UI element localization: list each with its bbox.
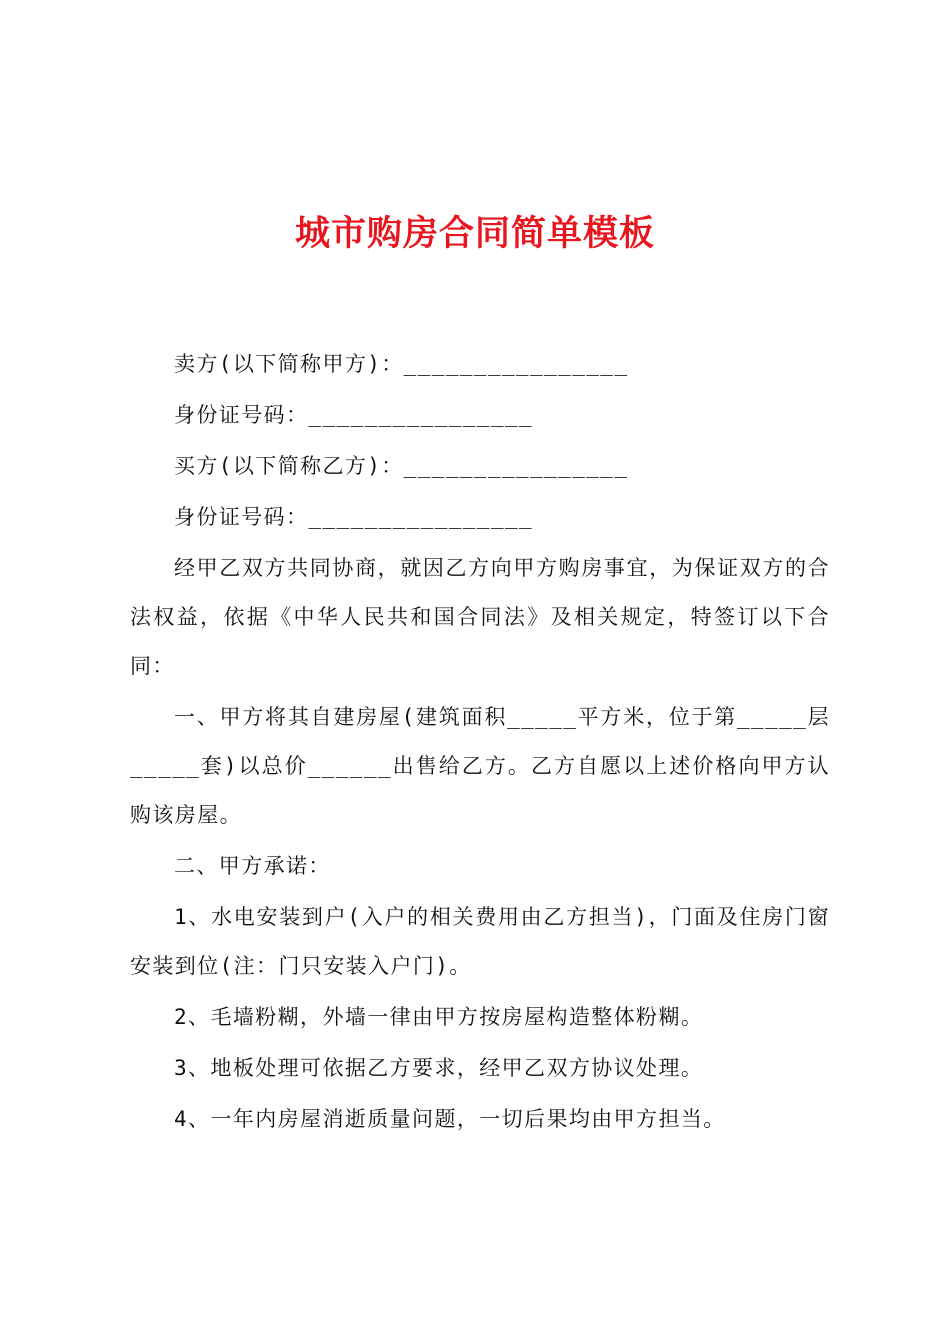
seller-id-line: 身份证号码：________________ — [174, 403, 534, 427]
commitment-2: 2、毛墙粉糊，外墙一律由甲方按房屋构造整体粉糊。 — [174, 1005, 704, 1029]
commitment-3: 3、地板处理可依据乙方要求，经甲乙双方协议处理。 — [174, 1056, 704, 1080]
commitment-4: 4、一年内房屋消逝质量问题，一切后果均由甲方担当。 — [174, 1107, 726, 1131]
document-title: 城市购房合同简单模板 — [294, 213, 655, 254]
seller-line: 卖方(以下简称甲方)：________________ — [174, 352, 629, 376]
clause-2-heading: 二、甲方承诺： — [174, 854, 331, 878]
buyer-line: 买方(以下简称乙方)：________________ — [174, 454, 629, 478]
clause-1-paragraph: 一、甲方将其自建房屋(建筑面积_____平方米，位于第_____层_____套)以总价______出售给乙方。乙方自愿以上述价格向甲方认购该房屋。 — [130, 705, 830, 827]
preamble-paragraph: 经甲乙双方共同协商，就因乙方向甲方购房事宜，为保证双方的合法权益，依据《中华人民共和国合同法》及相关规定，特签订以下合同： — [130, 556, 830, 678]
commitment-1: 1、水电安装到户(入户的相关费用由乙方担当)，门面及住房门窗安装到位(注：门只安装入户门)。 — [130, 905, 830, 978]
buyer-id-line: 身份证号码：________________ — [174, 505, 534, 529]
contract-body — [130, 340, 830, 1146]
